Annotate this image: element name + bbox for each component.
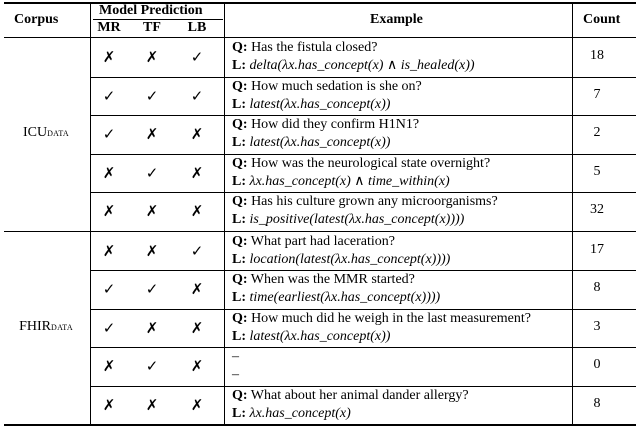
prediction-mark-mr: ✗	[102, 359, 116, 375]
count-value: 5	[593, 163, 601, 179]
example-question	[232, 193, 498, 210]
question-label: Q:	[232, 387, 248, 403]
logical-form-text: latest(λx.has_concept(x))	[246, 328, 391, 344]
example-logical-form	[232, 96, 390, 113]
prediction-mark-tf: ✓	[145, 282, 159, 298]
corpus-label	[4, 319, 88, 335]
question-text: –	[232, 349, 239, 364]
header-corpus: Corpus	[14, 12, 59, 27]
prediction-mark-mr: ✓	[102, 320, 116, 337]
question-text: What part had laceration?	[247, 233, 396, 249]
example-logical-form	[232, 134, 390, 151]
question-text: What about her animal dander allergy?	[247, 387, 469, 403]
logical-form-label: L:	[232, 135, 246, 150]
prediction-mark-lb: ✗	[190, 320, 204, 337]
header-tf: TF	[143, 20, 161, 35]
question-text: How much sedation is she on?	[247, 78, 422, 94]
prediction-mark-lb: ✗	[190, 204, 204, 220]
logical-form-text: λx.has_concept(x)	[246, 405, 351, 421]
prediction-mark-lb: ✗	[190, 127, 204, 143]
corpus-name-sub: DATA	[47, 129, 70, 139]
prediction-mark-tf: ✗	[145, 243, 159, 260]
logical-form-label: L:	[232, 96, 246, 112]
count-value: 8	[593, 395, 601, 411]
prediction-mark-lb: ✓	[190, 50, 204, 66]
prediction-mark-tf: ✓	[145, 359, 159, 375]
corpus-name-sub: DATA	[51, 322, 73, 332]
prediction-mark-lb: ✗	[190, 282, 204, 298]
question-text: How was the neurological state overnight?	[247, 155, 491, 171]
example-logical-form	[232, 366, 239, 383]
logical-form-label: L:	[232, 212, 246, 227]
logical-form-label: L:	[232, 405, 246, 421]
logical-form-label: L:	[232, 173, 246, 189]
logical-form-text: time(earliest(λx.has_concept(x))))	[246, 290, 441, 305]
example-logical-form	[232, 289, 440, 306]
corpus-name: ICU	[22, 125, 48, 141]
example-question	[232, 233, 395, 250]
example-logical-form	[232, 251, 450, 268]
question-label: Q:	[232, 233, 248, 249]
example-question	[232, 155, 490, 172]
example-question	[232, 78, 422, 95]
count-value: 7	[593, 86, 601, 102]
prediction-mark-lb: ✓	[190, 243, 204, 260]
prediction-mark-tf: ✗	[145, 397, 159, 414]
logical-form-text: delta(λx.has_concept(x) ∧ is_healed(x))	[246, 58, 475, 73]
prediction-mark-lb: ✗	[190, 397, 204, 414]
corpus-name: FHIR	[19, 318, 51, 334]
row-separator	[90, 347, 636, 348]
example-question	[232, 116, 419, 133]
example-question	[232, 348, 239, 365]
count-value: 0	[593, 357, 601, 372]
example-logical-form	[232, 211, 464, 228]
column-divider	[224, 3, 225, 424]
question-label: Q:	[232, 78, 248, 94]
question-label: Q:	[232, 117, 248, 132]
logical-form-text: is_positive(latest(λx.has_concept(x))))	[246, 212, 465, 227]
count-value: 2	[593, 125, 601, 140]
group-rule	[4, 231, 636, 232]
column-divider	[90, 3, 91, 424]
prediction-mark-mr: ✗	[102, 397, 116, 414]
header-mr: MR	[97, 20, 121, 35]
prediction-mark-mr: ✓	[102, 282, 116, 298]
logical-form-label: L:	[232, 328, 246, 344]
header-rule	[4, 37, 636, 38]
bottom-rule	[4, 424, 636, 426]
prediction-mark-lb: ✗	[190, 359, 204, 375]
prediction-mark-tf: ✗	[145, 320, 159, 337]
example-logical-form	[232, 57, 475, 74]
logical-form-text: location(latest(λx.has_concept(x))))	[246, 251, 451, 267]
example-question	[232, 39, 377, 56]
example-question	[232, 271, 415, 288]
example-logical-form	[232, 405, 351, 422]
question-label: Q:	[232, 40, 248, 55]
prediction-mark-tf: ✓	[145, 165, 159, 182]
column-divider	[572, 3, 573, 424]
question-text: Has the fistula closed?	[247, 40, 378, 55]
count-value: 3	[593, 318, 601, 334]
question-label: Q:	[232, 310, 248, 326]
question-label: Q:	[232, 194, 248, 209]
prediction-mark-tf: ✗	[145, 204, 159, 220]
header-count: Count	[583, 12, 621, 27]
logical-form-text: latest(λx.has_concept(x))	[246, 135, 391, 150]
logical-form-text: latest(λx.has_concept(x))	[246, 96, 391, 112]
logical-form-text: –	[232, 367, 239, 382]
count-value: 18	[590, 48, 604, 63]
question-label: Q:	[232, 272, 248, 287]
example-logical-form	[232, 328, 390, 345]
prediction-mark-lb: ✗	[190, 165, 204, 182]
prediction-mark-mr: ✗	[102, 243, 116, 260]
prediction-mark-lb: ✓	[190, 88, 204, 105]
prediction-mark-mr: ✗	[102, 50, 116, 66]
prediction-mark-mr: ✗	[102, 165, 116, 182]
question-text: When was the MMR started?	[247, 272, 415, 287]
prediction-mark-mr: ✓	[102, 88, 116, 105]
logical-form-label: L:	[232, 251, 246, 267]
corpus-label	[4, 125, 88, 141]
header-lb: LB	[187, 20, 207, 35]
prediction-mark-tf: ✗	[145, 50, 159, 66]
logical-form-label: L:	[232, 58, 246, 73]
count-value: 32	[590, 202, 604, 217]
logical-form-text: λx.has_concept(x) ∧ time_within(x)	[246, 173, 450, 189]
prediction-mark-mr: ✓	[102, 127, 116, 143]
count-value: 8	[593, 280, 601, 295]
example-question	[232, 310, 531, 327]
prediction-mark-tf: ✗	[145, 127, 159, 143]
question-text: Has his culture grown any microorganisms?	[247, 194, 498, 209]
count-value: 17	[590, 241, 604, 257]
question-label: Q:	[232, 155, 248, 171]
header-example: Example	[370, 12, 423, 27]
example-logical-form	[232, 173, 450, 190]
example-question	[232, 387, 469, 404]
logical-form-label: L:	[232, 290, 246, 305]
header-model-prediction: Model Prediction	[99, 3, 203, 18]
question-text: How much did he weigh in the last measurement?	[247, 310, 531, 326]
prediction-mark-tf: ✓	[145, 88, 159, 105]
question-text: How did they confirm H1N1?	[247, 117, 420, 132]
prediction-mark-mr: ✗	[102, 204, 116, 220]
